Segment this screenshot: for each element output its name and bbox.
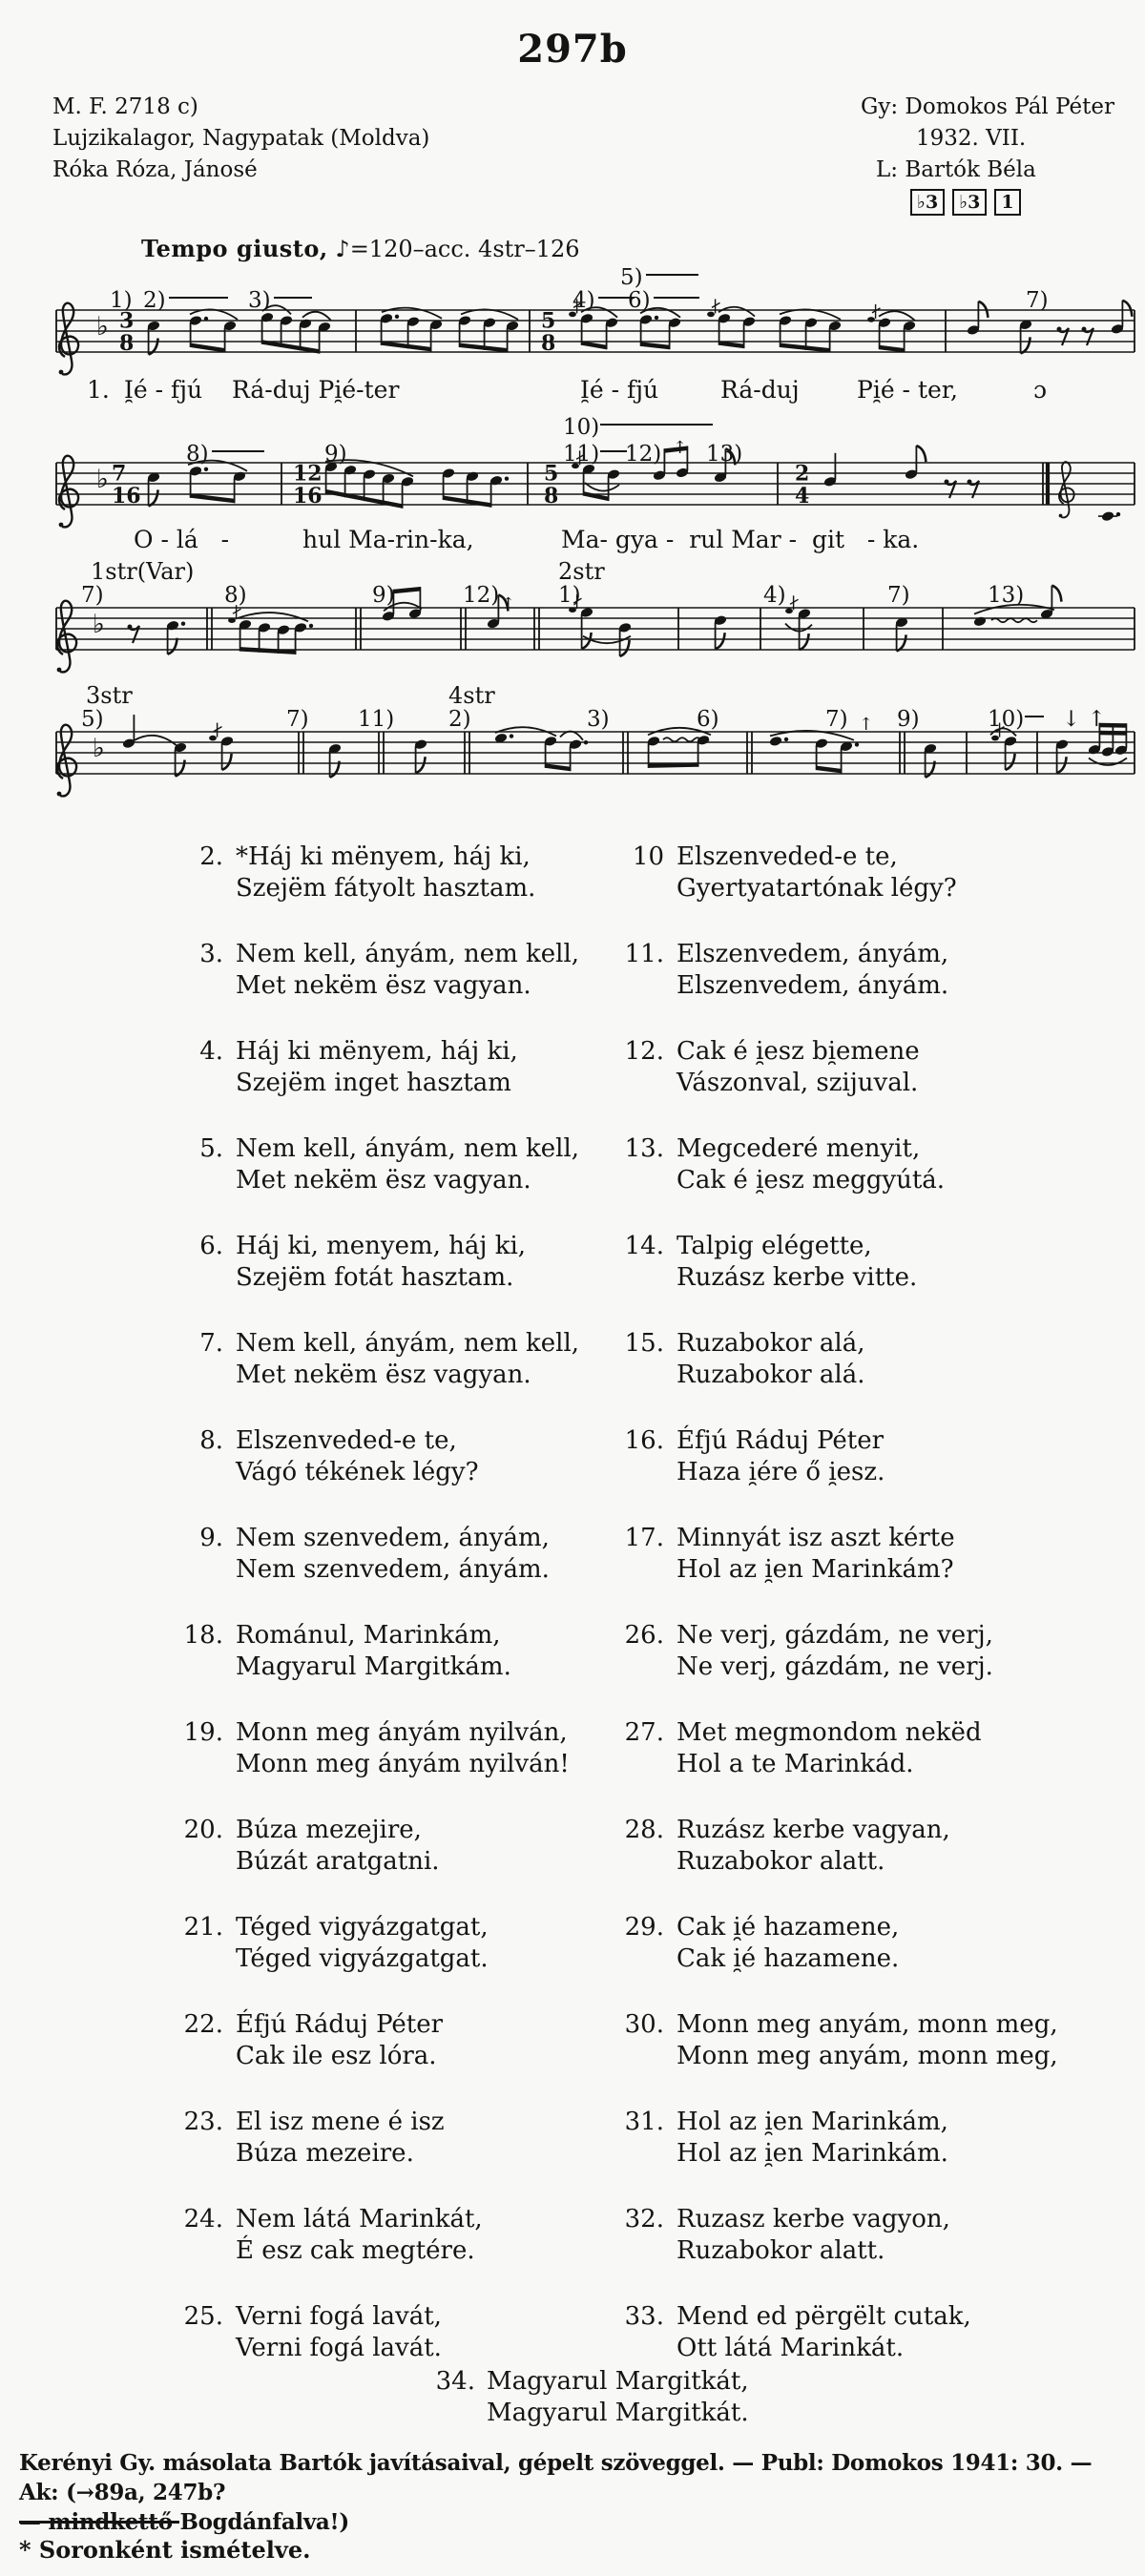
svg-text:♭: ♭ <box>93 734 105 763</box>
verse-lines <box>236 1912 489 1975</box>
variant-marker: 7) <box>286 707 309 732</box>
verse-lines <box>677 1912 899 1975</box>
page-title: 297b <box>517 27 628 72</box>
verse-line: Verni fogá lavát. <box>236 2334 442 2362</box>
verse-line: Hol az i̯en Marinkám, <box>677 2108 948 2136</box>
variant-marker: 7) <box>887 583 910 608</box>
verse-number: 27. <box>624 1718 664 1747</box>
footer-label: Publ: <box>760 2450 824 2476</box>
variant-marker: 3) <box>587 707 610 732</box>
verse-line: Ne verj, gázdám, ne verj, <box>677 1621 993 1650</box>
variant-marker: 8) <box>186 442 209 467</box>
collection-date: 1932. VII. <box>916 126 1027 151</box>
verse-number: 24. <box>183 2205 223 2233</box>
verse-item <box>611 1036 1078 1099</box>
verse-line: Nem látá Marinkát, <box>236 2205 483 2233</box>
verse-number: 7. <box>199 1329 223 1358</box>
verse-item <box>611 1815 1078 1878</box>
verse-number: 30. <box>624 2010 664 2039</box>
variant-marker: 5) <box>620 265 643 290</box>
verse-line: El isz mene é isz <box>236 2108 445 2136</box>
verse-number: 33. <box>624 2302 664 2331</box>
variant-marker: 10) <box>988 707 1025 732</box>
svg-text:16: 16 <box>293 484 323 509</box>
svg-text:♭: ♭ <box>96 465 109 494</box>
verse-item <box>170 1620 609 1683</box>
verse-number: 32. <box>624 2205 664 2233</box>
footer-text: — mindkettő Bogdánfalva!) <box>19 2509 349 2535</box>
verse-lines <box>236 2301 442 2364</box>
staff-system-1 <box>52 267 1140 410</box>
verse-34 <box>431 2366 749 2429</box>
verse-line: Éfjú Ráduj Péter <box>236 2010 444 2039</box>
verse-line: Ruzabokor alatt. <box>677 2236 885 2265</box>
verse-lines <box>236 1231 526 1294</box>
verse-item <box>170 1133 609 1196</box>
verse-number: 19. <box>183 1718 223 1747</box>
verse-lines <box>677 1133 945 1196</box>
verse-line: Szejëm inget hasztam <box>236 1069 511 1097</box>
variant-marker: 6) <box>628 288 651 313</box>
verse-item <box>170 2204 609 2267</box>
strophe-label: 2str <box>558 558 605 585</box>
strophe-label: 1str(Var) <box>91 558 195 585</box>
verse-line: Mend ed përgëlt cutak, <box>677 2302 971 2331</box>
svg-text:8: 8 <box>541 331 556 356</box>
svg-text:12: 12 <box>293 461 323 487</box>
verse-line: Cak é i̯esz bi̯emene <box>677 1037 920 1066</box>
verse-number: 6. <box>199 1232 223 1260</box>
verse-lines <box>677 939 948 1002</box>
verse-number: 28. <box>624 1816 664 1844</box>
verse-item <box>170 939 609 1002</box>
variant-marker: 2) <box>143 288 166 313</box>
svg-text:8: 8 <box>544 484 559 509</box>
variant-marker: 12) <box>463 583 500 608</box>
variant-marker: 3) <box>248 288 271 313</box>
marker-overline <box>600 450 627 452</box>
verse-number: 3. <box>199 940 223 968</box>
verse-number: 25. <box>183 2302 223 2331</box>
verse-lines <box>236 841 535 904</box>
verse-line: Gyertyatartónak légy? <box>677 874 957 903</box>
verse-number: 31. <box>624 2108 664 2136</box>
verse-number: 11. <box>624 940 664 968</box>
verse-item <box>170 1036 609 1099</box>
variant-marker: 7) <box>825 707 848 732</box>
svg-text:8: 8 <box>119 331 135 356</box>
verse-number: 5. <box>199 1134 223 1163</box>
verse-line: Éfjú Ráduj Péter <box>677 1426 885 1455</box>
verse-line: Elszenveded-e te, <box>677 842 898 871</box>
verse-item <box>611 2009 1078 2072</box>
verse-number: 8. <box>199 1426 223 1455</box>
verse-lines <box>236 1523 550 1586</box>
svg-text:2: 2 <box>795 461 810 487</box>
svg-text:16: 16 <box>112 484 141 509</box>
verse-line: Cak i̯é hazamene, <box>677 1913 900 1942</box>
verse-line: Hol az i̯en Marinkám. <box>677 2139 948 2168</box>
verse-number: 13. <box>624 1134 664 1163</box>
verse-number: 15. <box>624 1329 664 1358</box>
variant-marker: 5) <box>81 707 104 732</box>
verse-item <box>170 1815 609 1878</box>
verse-item <box>170 1912 609 1975</box>
marker-overline <box>212 450 264 452</box>
verse-lines <box>236 1425 479 1488</box>
footer-text: (→89a, 247b? <box>58 2480 226 2505</box>
verse-number: 16. <box>624 1426 664 1455</box>
verse-lines <box>236 1133 579 1196</box>
verse-line: Minnyát isz aszt kérte <box>677 1524 955 1552</box>
source-id: M. F. 2718 c) <box>52 94 198 119</box>
music-notation-icon <box>52 682 1140 808</box>
verse-line: Nem kell, ányám, nem kell, <box>236 1329 580 1358</box>
verse-line: Met nekëm ësz vagyan. <box>236 1361 531 1389</box>
verse-lines <box>236 1036 518 1099</box>
verse-line: Ruzabokor alá. <box>677 1361 865 1389</box>
verse-line: Monn meg anyám, monn meg, <box>677 2010 1058 2039</box>
verse-number: 29. <box>624 1913 664 1942</box>
svg-text:3: 3 <box>119 308 135 334</box>
verse-item <box>170 1425 609 1488</box>
verse-lines <box>677 1523 955 1586</box>
verse-lines <box>236 1328 579 1391</box>
footer-text: Domokos 1941: 30. — <box>823 2450 1093 2476</box>
verse-lines <box>677 2204 950 2267</box>
lyric-syllable: Rá-duj <box>720 376 800 404</box>
verse-line: Elszenvedem, ányám. <box>677 971 949 1000</box>
verses-right-column <box>611 841 1078 2399</box>
variant-marker: ↑ <box>859 715 874 735</box>
lyric-syllable: Pi̯é - ter, <box>857 376 958 404</box>
variant-marker: 13) <box>706 442 743 467</box>
verse-line: Ruzász kerbe vagyan, <box>677 1816 950 1844</box>
verse-line: Talpig elégette, <box>677 1232 872 1260</box>
verse-item <box>611 1328 1078 1391</box>
verse-line: *Háj ki mënyem, háj ki, <box>236 842 531 871</box>
verse-line: Búza mezeire. <box>236 2139 414 2168</box>
variant-marker: 7) <box>1026 288 1049 313</box>
verse-number: 12. <box>624 1037 664 1066</box>
variant-marker: ↑ <box>501 594 516 614</box>
variant-marker: 1) <box>558 583 581 608</box>
lyric-syllable: ɔ <box>1033 376 1048 404</box>
verse-line: Szejëm fátyolt hasztam. <box>236 874 536 903</box>
strophe-label: 3str <box>86 682 133 709</box>
verse-line: Cak i̯é hazamene. <box>677 1944 900 1973</box>
verse-line: É esz cak megtére. <box>236 2236 475 2265</box>
signature-box: ♭3 <box>952 189 987 216</box>
lyric-syllable: Rá-duj Pi̯é-ter <box>232 376 400 404</box>
verses-left-column <box>170 841 609 2399</box>
verse-item <box>170 2301 609 2364</box>
verse-line: Vászonval, szijuval. <box>677 1069 919 1097</box>
verse-line: Téged vigyázgatgat. <box>236 1944 489 1973</box>
verse-line: Magyarul Margitkám. <box>236 1652 511 1681</box>
verse-item <box>170 841 609 904</box>
verse-line: Ne verj, gázdám, ne verj. <box>677 1652 993 1681</box>
marker-overline <box>274 297 312 299</box>
header-right <box>861 92 1114 216</box>
verse-number: 22. <box>183 2010 223 2039</box>
verse-item <box>611 1231 1078 1294</box>
variant-marker: 6) <box>697 707 719 732</box>
svg-text:5: 5 <box>544 461 559 487</box>
verse-lines <box>236 2009 443 2072</box>
staff-system-4 <box>52 682 1140 808</box>
verse-item <box>170 2009 609 2072</box>
variant-marker: 12) <box>625 442 662 467</box>
signature-box: 1 <box>994 189 1020 216</box>
verse-number: 34. <box>435 2367 475 2396</box>
verse-line: Szejëm fotát hasztam. <box>236 1263 514 1292</box>
verse-line: Monn meg ányám nyilván, <box>236 1718 568 1747</box>
verse-item <box>170 1717 609 1780</box>
tempo-text: Tempo giusto, <box>141 235 328 262</box>
verse-line: Vágó tékének légy? <box>236 1458 479 1486</box>
verse-item <box>170 1523 609 1586</box>
lyric-syllable: I̯é - fjú <box>580 376 659 404</box>
verse-line: Verni fogá lavát, <box>236 2302 442 2331</box>
verse-item <box>170 2107 609 2170</box>
variant-marker: 8) <box>224 583 247 608</box>
verse-lines <box>677 2107 948 2170</box>
verse-item <box>611 1523 1078 1586</box>
verse-number: 10 <box>632 842 664 871</box>
verse-number: 18. <box>183 1621 223 1650</box>
variant-marker: 9) <box>324 442 347 467</box>
verse-item <box>611 1620 1078 1683</box>
header-left <box>52 92 429 186</box>
verse-line: Háj ki mënyem, háj ki, <box>236 1037 518 1066</box>
verse-number: 9. <box>199 1524 223 1552</box>
verse-lines <box>677 1717 982 1780</box>
variant-marker: 2) <box>448 707 471 732</box>
verse-lines <box>677 1036 920 1099</box>
verse-line: Háj ki, menyem, háj ki, <box>236 1232 527 1260</box>
verse-item <box>611 2107 1078 2170</box>
verse-line: Nem szenvedem, ányám, <box>236 1524 550 1552</box>
metronome-mark: ♪=120–acc. 4str–126 <box>335 236 580 262</box>
marker-overline <box>1025 716 1044 717</box>
verse-lines <box>677 2009 1058 2072</box>
verse-number: 2. <box>199 842 223 871</box>
verse-lines <box>236 2107 445 2170</box>
variant-marker: 9) <box>897 707 920 732</box>
marker-overline <box>169 297 228 299</box>
lyric-syllable: 1. <box>87 376 110 404</box>
verse-item <box>611 1717 1078 1780</box>
verse-lines <box>236 2204 483 2267</box>
collector: Gy: Domokos Pál Péter <box>861 94 1114 119</box>
verse-lines <box>236 939 579 1002</box>
signature-boxes <box>910 189 1114 216</box>
verse-item <box>611 939 1078 1002</box>
strophe-label: 4str <box>448 682 495 709</box>
variant-marker: 4) <box>763 583 786 608</box>
verse-line: Búza mezejire, <box>236 1816 422 1844</box>
variant-marker: 10) <box>563 415 600 440</box>
verse-line: Haza i̯ére ő i̯esz. <box>677 1458 885 1486</box>
verse-lines <box>487 2366 749 2429</box>
variant-marker: ↑ <box>673 438 688 458</box>
verse-item <box>611 2301 1078 2364</box>
verse-number: 26. <box>624 1621 664 1650</box>
marker-overline <box>600 424 713 426</box>
svg-text:5: 5 <box>541 308 556 334</box>
verse-line: Nem kell, ányám, nem kell, <box>236 1134 580 1163</box>
verse-item <box>611 1912 1078 1975</box>
variant-marker: 4) <box>572 288 595 313</box>
verse-lines <box>677 1328 865 1391</box>
svg-text:♭: ♭ <box>96 312 109 342</box>
footer-text: Kerényi Gy. másolata Bartók javításaival, gépelt szöveggel. — <box>19 2450 761 2476</box>
verse-lines <box>677 1231 917 1294</box>
verse-lines <box>677 1425 885 1488</box>
verse-line: Ruzász kerbe vitte. <box>677 1263 918 1292</box>
verse-number: 17. <box>624 1524 664 1552</box>
marker-overline <box>646 274 698 276</box>
variant-marker: 7) <box>81 583 104 608</box>
lyric-syllable: O - lá - <box>134 526 230 553</box>
verse-line: Elszenvedem, ányám, <box>677 940 949 968</box>
lyric-syllable: I̯é - fjú <box>124 376 203 404</box>
verse-lines <box>677 1815 950 1878</box>
verse-number: 20. <box>183 1816 223 1844</box>
verse-lines <box>236 1717 570 1780</box>
verse-line: Ruzabokor alatt. <box>677 1847 885 1876</box>
footer-note <box>19 2448 1135 2537</box>
lyric-syllable: Ma- gya - rul Mar - git - ka. <box>561 526 920 553</box>
verse-line: Cak ile esz lóra. <box>236 2042 437 2070</box>
verse-line: Ruzabokor alá, <box>677 1329 865 1358</box>
verse-line: Hol az i̯en Marinkám? <box>677 1555 954 1584</box>
verse-line: Met megmondom nekëd <box>677 1718 982 1747</box>
svg-text:7: 7 <box>112 461 127 487</box>
verse-line: Monn meg anyám, monn meg, <box>677 2042 1058 2070</box>
verse-line: Megcederé menyit, <box>677 1134 921 1163</box>
lyric-syllable: hul Ma-rin-ka, <box>302 526 474 553</box>
verse-lines <box>236 1620 511 1683</box>
verse-line: Románul, Marinkám, <box>236 1621 501 1650</box>
verse-line: Ruzasz kerbe vagyon, <box>677 2205 950 2233</box>
verse-line: Nem szenvedem, ányám. <box>236 1555 550 1584</box>
verse-item <box>170 1328 609 1391</box>
verse-line: Magyarul Margitkát. <box>487 2399 749 2427</box>
verse-line: Hol a te Marinkád. <box>677 1750 914 1778</box>
verse-lines <box>677 1620 993 1683</box>
verse-number: 4. <box>199 1037 223 1066</box>
verse-lines <box>677 841 957 904</box>
footnote: * Soronként ismételve. <box>19 2536 311 2564</box>
verse-item <box>170 1231 609 1294</box>
variant-marker: 9) <box>372 583 395 608</box>
verse-line: Monn meg ányám nyilván! <box>236 1750 570 1778</box>
verse-line: Met nekëm ësz vagyan. <box>236 1166 531 1195</box>
verse-line: Elszenveded-e te, <box>236 1426 457 1455</box>
verse-item <box>611 841 1078 904</box>
variant-marker: ↓ ↑ <box>1062 707 1106 732</box>
location: Lujzikalagor, Nagypatak (Moldva) <box>52 126 430 151</box>
staff-system-2 <box>52 405 1140 566</box>
signature-box: ♭3 <box>910 189 945 216</box>
verse-item <box>611 2204 1078 2267</box>
variant-marker: 11) <box>563 442 600 467</box>
svg-text:4: 4 <box>795 484 810 509</box>
verse-item <box>611 1425 1078 1488</box>
verse-lines <box>236 1815 440 1878</box>
variant-marker: 1) <box>110 288 133 313</box>
footnote-rule <box>19 2521 179 2524</box>
tempo-marking <box>141 235 580 262</box>
verse-line: Téged vigyázgatgat, <box>236 1913 489 1942</box>
performer: Róka Róza, Jánosé <box>52 157 258 182</box>
verse-line: Met nekëm ësz vagyan. <box>236 971 531 1000</box>
verse-number: 14. <box>624 1232 664 1260</box>
variant-marker: 11) <box>358 707 395 732</box>
footer-label: Ak: <box>19 2480 59 2505</box>
verse-number: 21. <box>183 1913 223 1942</box>
notator: L: Bartók Béla <box>876 157 1036 182</box>
verse-line: Nem kell, ányám, nem kell, <box>236 940 580 968</box>
svg-text:♭: ♭ <box>93 610 105 639</box>
verse-line: Magyarul Margitkát, <box>487 2367 749 2396</box>
verse-number: 23. <box>183 2108 223 2136</box>
marker-overline <box>654 297 699 299</box>
verse-lines <box>677 2301 971 2364</box>
staff-system-3 <box>52 558 1140 684</box>
verse-line: Cak é i̯esz meggyútá. <box>677 1166 946 1195</box>
verse-line: Búzát aratgatni. <box>236 1847 440 1876</box>
verse-item <box>611 1133 1078 1196</box>
variant-marker: 13) <box>988 583 1025 608</box>
verse-line: Ott látá Marinkát. <box>677 2334 905 2362</box>
